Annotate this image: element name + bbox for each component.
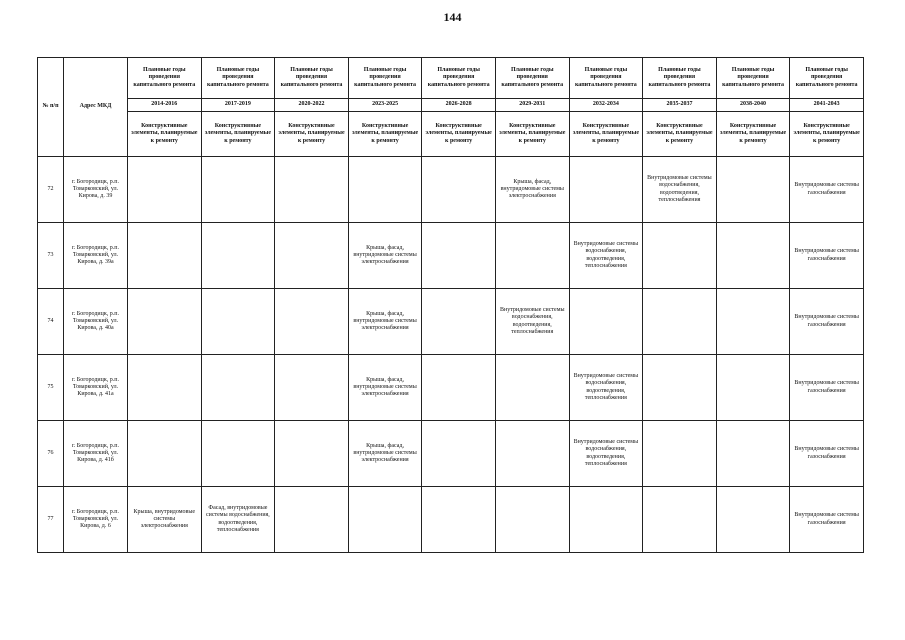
repair-cell bbox=[422, 421, 496, 487]
period-header: 2020-2022 bbox=[275, 99, 349, 112]
row-number: 73 bbox=[38, 223, 64, 289]
repair-cell: Крыша, внутридомовые системы электроснабжения bbox=[128, 487, 202, 553]
repair-cell bbox=[495, 355, 569, 421]
capital-repair-plan-table bbox=[37, 57, 864, 553]
row-number: 74 bbox=[38, 289, 64, 355]
repair-cell bbox=[201, 157, 275, 223]
repair-cell: Внутридомовые системы газоснабжения bbox=[790, 223, 864, 289]
repair-cell: Внутридомовые системы водоснабжения, водоотведения, теплоснабжения bbox=[569, 355, 643, 421]
repair-cell: Внутридомовые системы газоснабжения bbox=[790, 157, 864, 223]
elements-header: Конструктивные элементы, планируемые к ремонту bbox=[790, 112, 864, 157]
repair-cell: Внутридомовые системы водоснабжения, водоотведения, теплоснабжения bbox=[569, 421, 643, 487]
elements-header: Конструктивные элементы, планируемые к ремонту bbox=[422, 112, 496, 157]
repair-cell bbox=[569, 157, 643, 223]
repair-cell bbox=[275, 289, 349, 355]
elements-header: Конструктивные элементы, планируемые к ремонту bbox=[128, 112, 202, 157]
repair-cell bbox=[275, 355, 349, 421]
repair-cell bbox=[128, 355, 202, 421]
repair-cell: Внутридомовые системы водоснабжения, водоотведения, теплоснабжения bbox=[569, 223, 643, 289]
period-header: 2035-2037 bbox=[643, 99, 717, 112]
page-number: 144 bbox=[443, 10, 462, 24]
plan-years-header: Плановые годы проведения капитального ремонта bbox=[275, 58, 349, 99]
repair-cell bbox=[643, 223, 717, 289]
table-row bbox=[38, 157, 864, 223]
repair-cell: Внутридомовые системы газоснабжения bbox=[790, 355, 864, 421]
repair-cell: Крыша, фасад, внутридомовые системы электроснабжения bbox=[348, 421, 422, 487]
repair-cell bbox=[201, 421, 275, 487]
repair-cell bbox=[348, 487, 422, 553]
row-address: г. Богородицк, р.п. Товарковский, ул. Кирова, д. 41б bbox=[64, 421, 128, 487]
repair-cell bbox=[422, 223, 496, 289]
repair-cell: Внутридомовые системы водоснабжения, водоотведения, теплоснабжения bbox=[643, 157, 717, 223]
repair-cell bbox=[495, 487, 569, 553]
header-row-plan bbox=[38, 58, 864, 99]
repair-cell: Внутридомовые системы газоснабжения bbox=[790, 487, 864, 553]
elements-header: Конструктивные элементы, планируемые к ремонту bbox=[201, 112, 275, 157]
repair-cell: Крыша, фасад, внутридомовые системы электроснабжения bbox=[495, 157, 569, 223]
repair-cell bbox=[716, 289, 790, 355]
repair-cell: Внутридомовые системы газоснабжения bbox=[790, 289, 864, 355]
period-header: 2029-2031 bbox=[495, 99, 569, 112]
repair-cell bbox=[569, 289, 643, 355]
repair-cell bbox=[275, 223, 349, 289]
table-row bbox=[38, 421, 864, 487]
period-header: 2032-2034 bbox=[569, 99, 643, 112]
repair-cell bbox=[643, 289, 717, 355]
period-header: 2014-2016 bbox=[128, 99, 202, 112]
plan-years-header: Плановые годы проведения капитального ремонта bbox=[495, 58, 569, 99]
repair-cell bbox=[201, 355, 275, 421]
repair-cell bbox=[643, 355, 717, 421]
repair-cell bbox=[128, 223, 202, 289]
repair-cell bbox=[643, 421, 717, 487]
header-row-periods bbox=[38, 99, 864, 112]
repair-cell bbox=[643, 487, 717, 553]
repair-cell bbox=[422, 289, 496, 355]
repair-cell bbox=[128, 157, 202, 223]
plan-years-header: Плановые годы проведения капитального ремонта bbox=[790, 58, 864, 99]
table-row bbox=[38, 487, 864, 553]
repair-cell bbox=[128, 421, 202, 487]
table-row bbox=[38, 289, 864, 355]
elements-header: Конструктивные элементы, планируемые к ремонту bbox=[569, 112, 643, 157]
row-number: 76 bbox=[38, 421, 64, 487]
period-header: 2017-2019 bbox=[201, 99, 275, 112]
plan-years-header: Плановые годы проведения капитального ремонта bbox=[569, 58, 643, 99]
table-row bbox=[38, 355, 864, 421]
elements-header: Конструктивные элементы, планируемые к ремонту bbox=[348, 112, 422, 157]
repair-cell: Внутридомовые системы водоснабжения, водоотведения, теплоснабжения bbox=[495, 289, 569, 355]
plan-years-header: Плановые годы проведения капитального ремонта bbox=[422, 58, 496, 99]
column-header-number: № п/п bbox=[38, 58, 64, 157]
row-address: г. Богородицк, р.п. Товарковский, ул. Кирова, д. 39 bbox=[64, 157, 128, 223]
column-header-address: Адрес МКД bbox=[64, 58, 128, 157]
repair-cell: Крыша, фасад, внутридомовые системы электроснабжения bbox=[348, 223, 422, 289]
repair-cell bbox=[495, 223, 569, 289]
repair-cell bbox=[716, 421, 790, 487]
table-row bbox=[38, 223, 864, 289]
plan-years-header: Плановые годы проведения капитального ремонта bbox=[716, 58, 790, 99]
repair-cell bbox=[275, 421, 349, 487]
repair-cell bbox=[716, 355, 790, 421]
repair-cell bbox=[495, 421, 569, 487]
row-address: г. Богородицк, р.п. Товарковский, ул. Кирова, д. 40а bbox=[64, 289, 128, 355]
repair-cell bbox=[716, 223, 790, 289]
repair-cell: Внутридомовые системы газоснабжения bbox=[790, 421, 864, 487]
row-number: 77 bbox=[38, 487, 64, 553]
repair-cell bbox=[348, 157, 422, 223]
row-address: г. Богородицк, р.п. Товарковский, ул. Кирова, д. 41а bbox=[64, 355, 128, 421]
period-header: 2026-2028 bbox=[422, 99, 496, 112]
row-address: г. Богородицк, р.п. Товарковский, ул. Кирова, д. 39а bbox=[64, 223, 128, 289]
elements-header: Конструктивные элементы, планируемые к ремонту bbox=[716, 112, 790, 157]
repair-cell bbox=[422, 157, 496, 223]
elements-header: Конструктивные элементы, планируемые к ремонту bbox=[643, 112, 717, 157]
elements-header: Конструктивные элементы, планируемые к ремонту bbox=[495, 112, 569, 157]
repair-cell bbox=[716, 487, 790, 553]
header-row-elements bbox=[38, 112, 864, 157]
repair-cell bbox=[275, 157, 349, 223]
repair-cell bbox=[201, 223, 275, 289]
repair-cell bbox=[201, 289, 275, 355]
row-address: г. Богородицк, р.п. Товарковский, ул. Кирова, д. 6 bbox=[64, 487, 128, 553]
row-number: 75 bbox=[38, 355, 64, 421]
row-number: 72 bbox=[38, 157, 64, 223]
repair-cell bbox=[569, 487, 643, 553]
repair-cell bbox=[275, 487, 349, 553]
period-header: 2041-2043 bbox=[790, 99, 864, 112]
repair-cell bbox=[422, 487, 496, 553]
period-header: 2023-2025 bbox=[348, 99, 422, 112]
plan-years-header: Плановые годы проведения капитального ремонта bbox=[643, 58, 717, 99]
repair-cell: Крыша, фасад, внутридомовые системы электроснабжения bbox=[348, 289, 422, 355]
repair-cell: Фасад, внутридомовые системы водоснабжения, водоотведения, теплоснабжения bbox=[201, 487, 275, 553]
repair-cell: Крыша, фасад, внутридомовые системы электроснабжения bbox=[348, 355, 422, 421]
plan-years-header: Плановые годы проведения капитального ремонта bbox=[348, 58, 422, 99]
elements-header: Конструктивные элементы, планируемые к ремонту bbox=[275, 112, 349, 157]
plan-years-header: Плановые годы проведения капитального ремонта bbox=[128, 58, 202, 99]
plan-years-header: Плановые годы проведения капитального ремонта bbox=[201, 58, 275, 99]
period-header: 2038-2040 bbox=[716, 99, 790, 112]
repair-cell bbox=[716, 157, 790, 223]
repair-cell bbox=[128, 289, 202, 355]
repair-cell bbox=[422, 355, 496, 421]
